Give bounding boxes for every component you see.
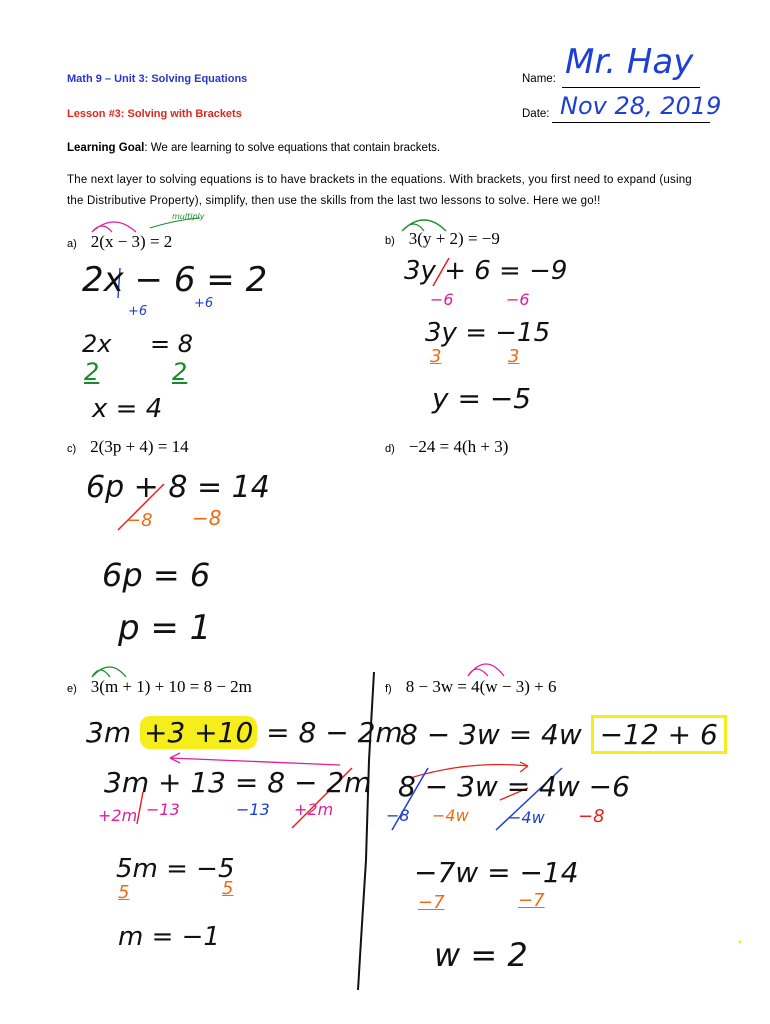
work-term: = 8 − 2m: [266, 716, 403, 749]
problem-equation: −24 = 4(h + 3): [408, 437, 509, 456]
work-line: 2x: [82, 330, 112, 358]
work-line: y = −5: [432, 382, 532, 415]
work-line: w = 2: [434, 936, 528, 974]
work-line: 5: [222, 878, 234, 899]
work-line: +2m: [98, 806, 138, 825]
work-term: 8 − 3w = 4w: [400, 718, 582, 751]
work-line: 3: [508, 346, 520, 367]
work-line: −7: [418, 892, 445, 913]
problem-equation: 3(m + 1) + 10 = 8 − 2m: [90, 677, 252, 696]
work-line: −8: [386, 806, 410, 825]
problem-letter: d): [385, 443, 395, 455]
work-line: −13: [146, 800, 180, 819]
problem-letter: f): [385, 683, 392, 695]
work-line: +2m: [294, 800, 334, 819]
work-line: 6p + 8 = 14: [86, 470, 270, 505]
problem-b: [385, 229, 500, 249]
work-line: 5: [118, 882, 130, 903]
highlighted-terms: +3 +10: [140, 716, 257, 749]
work-line: −6: [430, 290, 454, 309]
name-label: Name:: [522, 73, 556, 85]
work-line: −7w = −14: [414, 856, 579, 889]
course-title: Math 9 – Unit 3: Solving Equations: [67, 73, 248, 85]
problem-equation: 8 − 3w = 4(w − 3) + 6: [405, 677, 557, 696]
work-line: 3y = −15: [425, 318, 551, 348]
date-label: Date:: [522, 108, 550, 120]
work-line: x = 4: [92, 394, 163, 424]
problem-c: [67, 437, 189, 457]
work-line: [400, 718, 727, 751]
work-line: p = 1: [118, 608, 212, 648]
problem-equation: 3(y + 2) = −9: [408, 229, 500, 248]
learning-goal-label: Learning Goal: [67, 142, 145, 154]
work-line: 3: [430, 346, 442, 367]
work-line: 5m = −5: [116, 854, 235, 884]
work-line: 8 − 3w = 4w −6: [398, 770, 630, 803]
date-value: Nov 28, 2019: [560, 92, 722, 120]
problem-equation: 2(x − 3) = 2: [90, 232, 173, 251]
work-line: +6: [128, 304, 148, 319]
work-line: 3y + 6 = −9: [404, 256, 568, 286]
work-line: −13: [236, 800, 270, 819]
work-line: −4w: [508, 808, 545, 827]
work-line: −8: [192, 506, 222, 530]
name-value: Mr. Hay: [565, 42, 694, 82]
problem-f: [385, 677, 556, 697]
work-line: [86, 716, 403, 749]
problem-equation: 2(3p + 4) = 14: [90, 437, 189, 456]
problem-d: [385, 437, 508, 457]
work-line: −4w: [432, 806, 469, 825]
work-line: m = −1: [118, 922, 220, 952]
work-line: 2: [172, 358, 188, 386]
work-line: 2: [84, 358, 100, 386]
work-line: 2x − 6 = 2: [82, 260, 268, 300]
problem-letter: c): [67, 443, 77, 455]
work-line: 3m + 13 = 8 − 2m: [104, 766, 372, 799]
lesson-title: Lesson #3: Solving with Brackets: [67, 108, 242, 120]
work-term: 3m: [86, 716, 132, 749]
learning-goal-text: : We are learning to solve equations that contain brackets.: [144, 142, 441, 154]
problem-e: [67, 677, 252, 697]
work-line: −8: [578, 806, 605, 827]
problem-a: [67, 232, 172, 252]
boxed-terms: −12 + 6: [591, 715, 727, 754]
margin-note: multiply: [172, 212, 205, 221]
work-line: −6: [506, 290, 530, 309]
work-line: +6: [194, 296, 214, 311]
intro-paragraph: The next layer to solving equations is to have brackets in the equations. With brackets, you first need to expand (using the Distributive Property), simplify, then use the skills from the last two lessons to solve. Here we go!!: [67, 174, 692, 207]
work-line: 6p = 6: [102, 556, 211, 594]
work-line: = 8: [150, 330, 194, 358]
work-line: −8: [126, 510, 153, 531]
problem-letter: e): [67, 683, 77, 695]
work-line: −7: [518, 890, 545, 911]
problem-letter: a): [67, 238, 77, 250]
problem-letter: b): [385, 235, 395, 247]
